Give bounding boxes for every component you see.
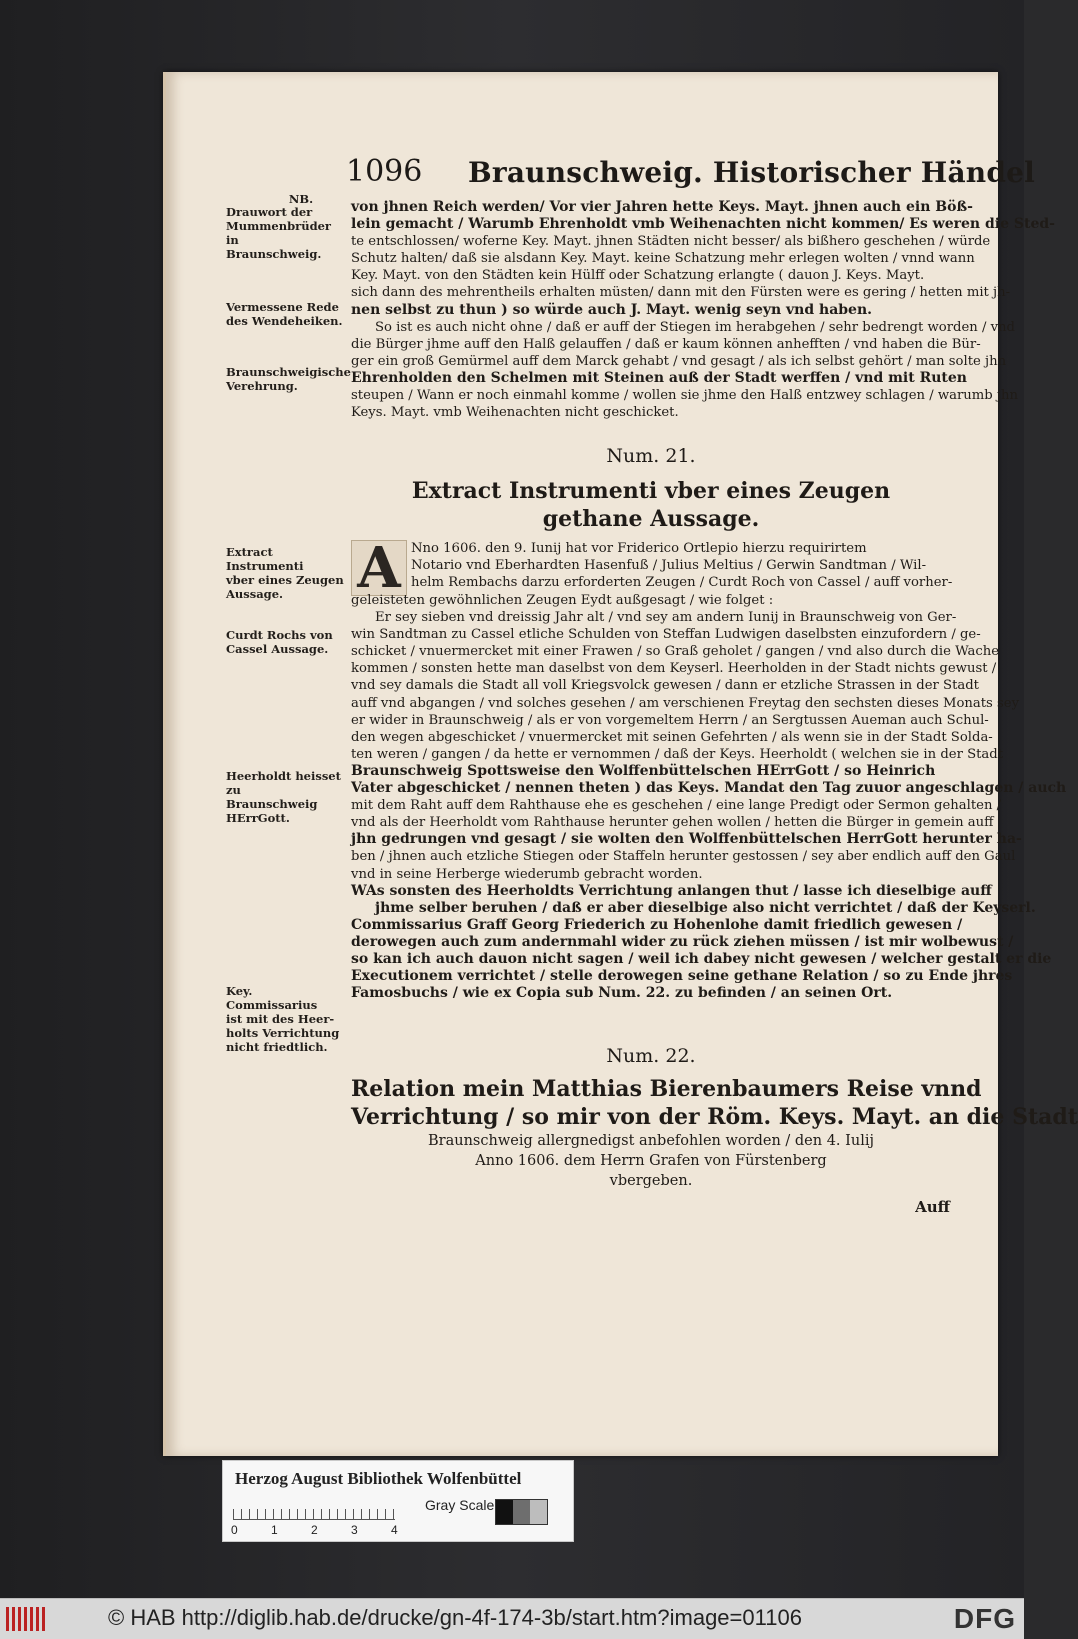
text-line: jhn gedrungen vnd gesagt / sie wolten den Wolffenbüttelschen HerrGott herunter ha- <box>351 831 1022 848</box>
text-line: steupen / Wann er noch einmahl komme / wollen sie jhme den Halß entzwey schlagen / warumb jhn <box>351 388 1019 404</box>
text-line: Executionem verrichtet / stelle derowegen seine gethane Relation / so zu Ende jhres <box>351 968 1013 985</box>
title-line: Anno 1606. dem Herrn Grafen von Fürstenberg <box>475 1153 827 1169</box>
text-line: die Bürger jhme auff den Halß gelauffen / daß er kaum können anhefften / vnd haben die Bür- <box>351 336 981 352</box>
text-line: von jhnen Reich werden/ Vor vier Jahren hette Keys. Mayt. jhnen auch ein Böß- <box>351 199 973 215</box>
hab-logo-icon <box>6 1607 46 1631</box>
text-line: so kan ich auch dauon nicht sagen / weil ich dabey nicht gewesen / welcher gestalt er die <box>351 950 1052 967</box>
text-line: ben / jhnen auch etzliche Stiegen oder Staffeln herunter gestossen / sey aber endlich auff den Gaul <box>351 849 1016 865</box>
text-line: Keys. Mayt. vmb Weihenachten nicht geschicket. <box>351 405 679 421</box>
text-line: derowegen auch zum andernmahl wider zu rück ziehen müssen / ist mir wolbewust / <box>351 933 1014 950</box>
margin-note-drauwort: Drauwort der Mummenbrüder in Braunschweig. <box>226 205 331 261</box>
gray-scale-swatches <box>495 1499 548 1525</box>
text-line: Famosbuchs / wie ex Copia sub Num. 22. zu befinden / an seinen Ort. <box>351 985 893 1002</box>
dfg-logo: DFG <box>953 1603 1016 1634</box>
text-line: er wider in Braunschweig / als er von vorgemeltem Herrn / an Sergtussen Aueman auch Schul- <box>351 712 989 728</box>
margin-note-extract: Extract Instrumenti vber eines Zeugen Aussage. <box>226 545 344 601</box>
text-line: Commissarius Graff Georg Friederich zu Hohenlohe damit friedlich gewesen / <box>351 916 963 933</box>
title-21 <box>351 477 951 533</box>
footer-copyright: © HAB http://diglib.hab.de/drucke/gn-4f-174-3b/start.htm?image=01106 <box>108 1605 802 1630</box>
ruler-label: 3 <box>351 1523 358 1537</box>
num-21-heading: Num. 21. <box>606 445 696 467</box>
margin-note-verehrung: Braunschweigische Verehrung. <box>226 365 351 393</box>
title-line: Braunschweig allergnedigst anbefohlen worden / den 4. Iulij <box>428 1133 874 1149</box>
text-line: Er sey sieben vnd dreissig Jahr alt / vnd sey am andern Iunij in Braunschweig von Ger- <box>375 610 957 626</box>
ruler-label: 0 <box>231 1523 238 1537</box>
title-line: Verrichtung / so mir von der Röm. Keys. Mayt. an die Stadt <box>351 1104 1078 1130</box>
page-number: 1096 <box>346 154 423 189</box>
drop-cap: A <box>351 540 407 596</box>
color-calibration-card <box>222 1460 574 1542</box>
text-line: lein gemacht / Warumb Ehrenholdt vmb Weihenachten nicht kommen/ Es weren die Sted- <box>351 216 1055 233</box>
margin-note-curdt: Curdt Rochs von Cassel Aussage. <box>226 628 333 656</box>
text-line: sich dann des mehrentheils erhalten müsten/ dann mit den Fürsten were es gering / hetten mit jh- <box>351 285 1011 301</box>
text-line: te entschlossen/ woferne Key. Mayt. jhnen Städten nicht besser/ als bißhero geschehen / würde <box>351 234 991 250</box>
text-line: kommen / sonsten hette man daselbst von dem Keyserl. Heerholden in der Stadt nichts gewust / <box>351 661 997 677</box>
text-line: auff vnd abgangen / vnd solches gesehen / am verschienen Freytag den sechsten dieses Monats sey <box>351 695 1020 711</box>
gray-scale-label: Gray Scale <box>425 1497 495 1513</box>
margin-note-heerholdt: Heerholdt heisset zu Braunschweig HErrGott. <box>226 769 341 825</box>
footer-bar <box>0 1598 1024 1639</box>
text-line: ger ein groß Gemürmel auff dem Marck gehabt / vnd gesagt / als ich selbst gehört / man solte jhn <box>351 353 1007 369</box>
text-line: WAs sonsten des Heerholdts Verrichtung anlangen thut / lasse ich dieselbige auff <box>351 882 992 899</box>
title-line: gethane Aussage. <box>542 506 760 532</box>
text-line: Vater abgeschicket / nennen theten ) das Keys. Mandat den Tag zuuor angeschlagen / auch <box>351 780 1067 797</box>
num-22-heading: Num. 22. <box>606 1045 696 1067</box>
book-page <box>163 72 1078 1456</box>
text-line: geleisteten gewöhnlichen Zeugen Eydt außgesagt / wie folget : <box>351 593 774 608</box>
text-line: Notario vnd Eberhardten Hasenfuß / Julius Meltius / Gerwin Sandtman / Wil- <box>411 558 927 574</box>
margin-note-vermessene: Vermessene Rede des Wendeheiken. <box>226 300 343 328</box>
text-line: ten weren / gangen / da hette er vernommen / daß der Keys. Heerholdt ( welchen sie in der Stadt <box>351 746 1004 762</box>
paragraph-2-lead <box>411 540 951 591</box>
margin-note-nb: NB. <box>288 192 314 206</box>
text-line: vnd sey damals die Stadt all voll Kriegsvolck gewesen / dann er etzliche Strassen in der Stadt <box>351 678 979 694</box>
ruler-label: 2 <box>311 1523 318 1537</box>
text-line: vnd als der Heerholdt vom Rahthause herunter gehen wollen / hetten die Bürger in gemein auff <box>351 815 994 831</box>
running-title: Braunschweig. Historischer Händel <box>468 156 1035 189</box>
margin-note-commissarius: Key. Commissarius ist mit des Heer- holts Verrichtung nicht friedtlich. <box>226 984 340 1054</box>
title-line: Extract Instrumenti vber eines Zeugen <box>411 478 891 504</box>
text-line: Braunschweig Spottsweise den Wolffenbüttelschen HErrGott / so Heinrich <box>351 762 936 779</box>
catchword: Auff <box>915 1198 950 1216</box>
ruler-label: 4 <box>391 1523 398 1537</box>
paragraph-1 <box>351 199 1055 421</box>
text-line: So ist es auch nicht ohne / daß er auff der Stiegen im herabgehen / sehr bedrengt worden / vnd <box>375 319 1015 335</box>
title-line: Relation mein Matthias Bierenbaumers Reise vnnd <box>351 1076 982 1102</box>
page-header <box>346 154 1035 194</box>
paragraph-2 <box>351 592 1067 1002</box>
text-line: jhme selber beruhen / daß er aber dieselbige also nicht verrichtet / daß der Keyserl. <box>375 899 1036 916</box>
text-line: helm Rembachs darzu erforderten Zeugen / Curdt Roch von Cassel / auff vorher- <box>411 575 953 591</box>
text-line: schicket / vnuermercket mit einer Frawen / so Graß geholet / gangen / vnd also durch die Wache <box>351 644 1000 660</box>
ruler-label: 1 <box>271 1523 278 1537</box>
title-line: vbergeben. <box>609 1173 693 1189</box>
text-line: Ehrenholden den Schelmen mit Steinen auß der Stadt werffen / vnd mit Ruten <box>351 369 967 386</box>
ruler <box>233 1499 395 1520</box>
text-line: Schutz halten/ daß sie alsdann Key. Mayt. keine Schatzung mehr erlegen wolten / vnnd wann <box>351 251 975 267</box>
text-line: den wegen abgeschicket / vnuermercket mit seinen Gefehrten / als wenn sie in der Stadt Solda- <box>351 729 993 745</box>
text-line: Key. Mayt. von den Städten kein Hülff oder Schatzung erlangte ( dauon J. Keys. Mayt. <box>351 268 925 284</box>
title-22 <box>351 1075 1078 1191</box>
text-line: nen selbst zu thun ) so würde auch J. Mayt. wenig seyn vnd haben. <box>351 301 873 318</box>
text-line: Nno 1606. den 9. Iunij hat vor Friderico Ortlepio hierzu requirirtem <box>411 541 867 556</box>
card-title: Herzog August Bibliothek Wolfenbüttel <box>235 1469 522 1488</box>
text-line: win Sandtman zu Cassel etliche Schulden von Steffan Ludwigen daselbsten einzufordern / ge- <box>351 627 981 643</box>
text-line: vnd in seine Herberge wiederumb gebracht worden. <box>351 866 703 882</box>
text-line: mit dem Raht auff dem Rahthause ehe es geschehen / eine lange Predigt oder Sermon gehalten / <box>351 798 1002 814</box>
